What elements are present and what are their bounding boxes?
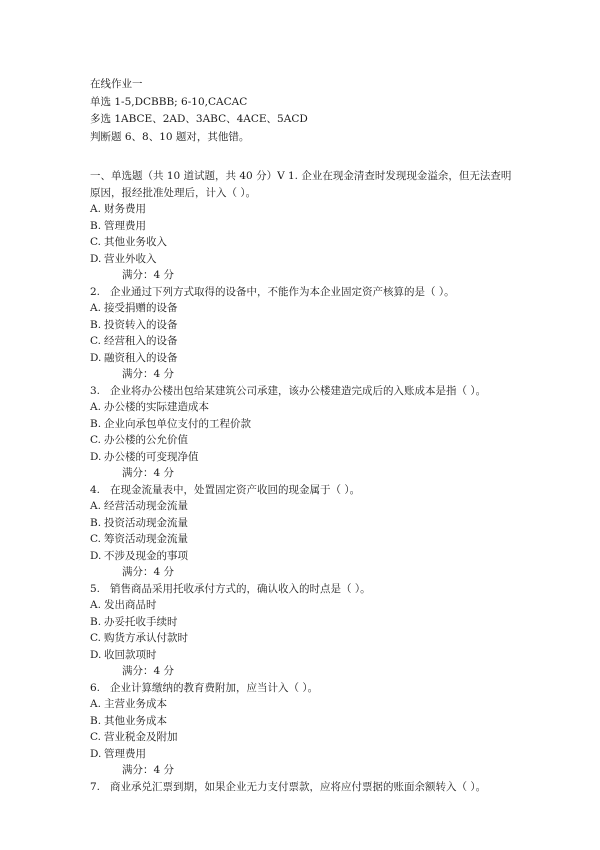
option-letter: A. [90,599,101,611]
question-text: 商业承兑汇票到期，如果企业无力支付票款，应将应付票据的账面余额转入（ ）。 [110,780,487,793]
option-letter: A. [90,203,101,215]
question-stem [90,482,520,499]
question-number: 2. [90,285,101,298]
option-text: 收回款项时 [104,648,157,661]
multiple-choice-answers: 多选 1ABCE、2AD、3ABC、4ACE、5ACD [90,113,308,125]
question-text: 企业在现金清查时发现现金溢余，但无法查明原因，报经批准处理后，计入（ ）。 [90,170,512,199]
question-stem [90,383,520,400]
answer-option [90,548,520,565]
question-score: 满分：4 分 [122,764,175,776]
option-letter: A. [90,698,101,710]
question-number: 6. [90,681,101,694]
question-stem [90,581,520,598]
option-letter: C. [90,632,101,644]
option-text: 办妥托收手续时 [104,615,178,628]
question-score: 满分：4 分 [122,566,175,578]
question-stem [90,168,520,201]
question-text: 企业将办公楼出包给某建筑公司承建，该办公楼建造完成后的入账成本是指（ ）。 [110,384,487,397]
question-text: 企业计算缴纳的教育费附加，应当计入（ ）。 [110,681,319,694]
answer-option [90,449,520,466]
answer-option [90,399,520,416]
option-text: 企业向承包单位支付的工程价款 [104,417,251,430]
answer-option [90,350,520,367]
option-text: 办公楼的公允价值 [104,434,188,446]
option-text: 经营活动现金流量 [104,500,188,512]
question-number: 5. [90,582,101,595]
option-text: 其他业务收入 [104,236,167,248]
option-letter: C. [90,335,101,347]
option-text: 融资租入的设备 [104,351,178,364]
option-letter: D. [90,549,102,562]
option-letter: B. [90,219,102,232]
option-text: 投资活动现金流量 [104,516,188,529]
option-letter: B. [90,417,102,430]
question-stem [90,779,520,796]
option-letter: C. [90,434,101,446]
true-false-answers: 判断题 6、8、10 题对，其他错。 [90,130,250,143]
question-stem [90,680,520,697]
answer-key-header [90,76,308,146]
question-text: 销售商品采用托收承付方式的，确认收入的时点是（ ）。 [110,582,371,595]
answer-option [90,515,520,532]
option-text: 管理费用 [104,747,146,760]
question-text: 在现金流量表中，处置固定资产收回的现金属于（ ）。 [110,483,361,496]
option-letter: A. [90,500,101,512]
answer-option [90,218,520,235]
answer-option [90,498,520,515]
answer-option [90,746,520,763]
option-letter: B. [90,516,102,529]
option-text: 投资转入的设备 [104,318,178,331]
option-letter: C. [90,236,101,248]
option-text: 接受捐赠的设备 [104,302,178,314]
option-text: 筹资活动现金流量 [104,533,188,545]
option-letter: D. [90,450,102,463]
single-choice-answers: 单选 1-5,DCBBB; 6-10,CACAC [90,95,248,108]
answer-option [90,713,520,730]
answer-option [90,317,520,334]
option-text: 不涉及现金的事项 [104,549,188,562]
option-text: 购货方承认付款时 [104,632,188,644]
option-text: 财务费用 [104,203,146,215]
answer-option [90,597,520,614]
answer-option [90,531,520,548]
question-number: 7. [90,780,101,793]
question-score: 满分：4 分 [122,467,175,479]
question-number: 3. [90,384,101,397]
option-letter: D. [90,648,102,661]
option-letter: B. [90,615,102,628]
option-text: 其他业务成本 [104,714,167,727]
answer-option [90,251,520,268]
answer-option [90,333,520,350]
answer-option [90,432,520,449]
option-letter: C. [90,533,101,545]
question-text: 企业通过下列方式取得的设备中，不能作为本企业固定资产核算的是（ ）。 [110,285,455,298]
header-title: 在线作业一 [90,78,143,90]
question-score: 满分：4 分 [122,269,175,281]
option-letter: B. [90,318,102,331]
answer-option [90,647,520,664]
answer-option [90,234,520,251]
question-list [90,168,520,795]
option-letter: B. [90,714,102,727]
section-intro: 一、单选题（共 10 道试题，共 40 分）V 1. [90,170,299,182]
answer-option [90,729,520,746]
option-letter: C. [90,731,101,743]
answer-option [90,300,520,317]
answer-option [90,630,520,647]
option-text: 营业外收入 [104,252,157,265]
answer-option [90,201,520,218]
option-text: 办公楼的可变现净值 [104,450,199,463]
option-letter: D. [90,747,102,760]
option-letter: A. [90,302,101,314]
option-text: 经营租入的设备 [104,335,178,347]
option-text: 营业税金及附加 [104,731,178,743]
answer-option [90,696,520,713]
option-text: 管理费用 [104,219,146,232]
option-letter: D. [90,351,102,364]
question-score: 满分：4 分 [122,665,175,677]
question-number: 4. [90,483,101,496]
answer-option [90,614,520,631]
option-letter: D. [90,252,102,265]
question-stem [90,284,520,301]
option-letter: A. [90,401,101,413]
option-text: 办公楼的实际建造成本 [104,401,209,413]
question-score: 满分：4 分 [122,368,175,380]
option-text: 主营业务成本 [104,698,167,710]
option-text: 发出商品时 [104,599,157,611]
answer-option [90,416,520,433]
